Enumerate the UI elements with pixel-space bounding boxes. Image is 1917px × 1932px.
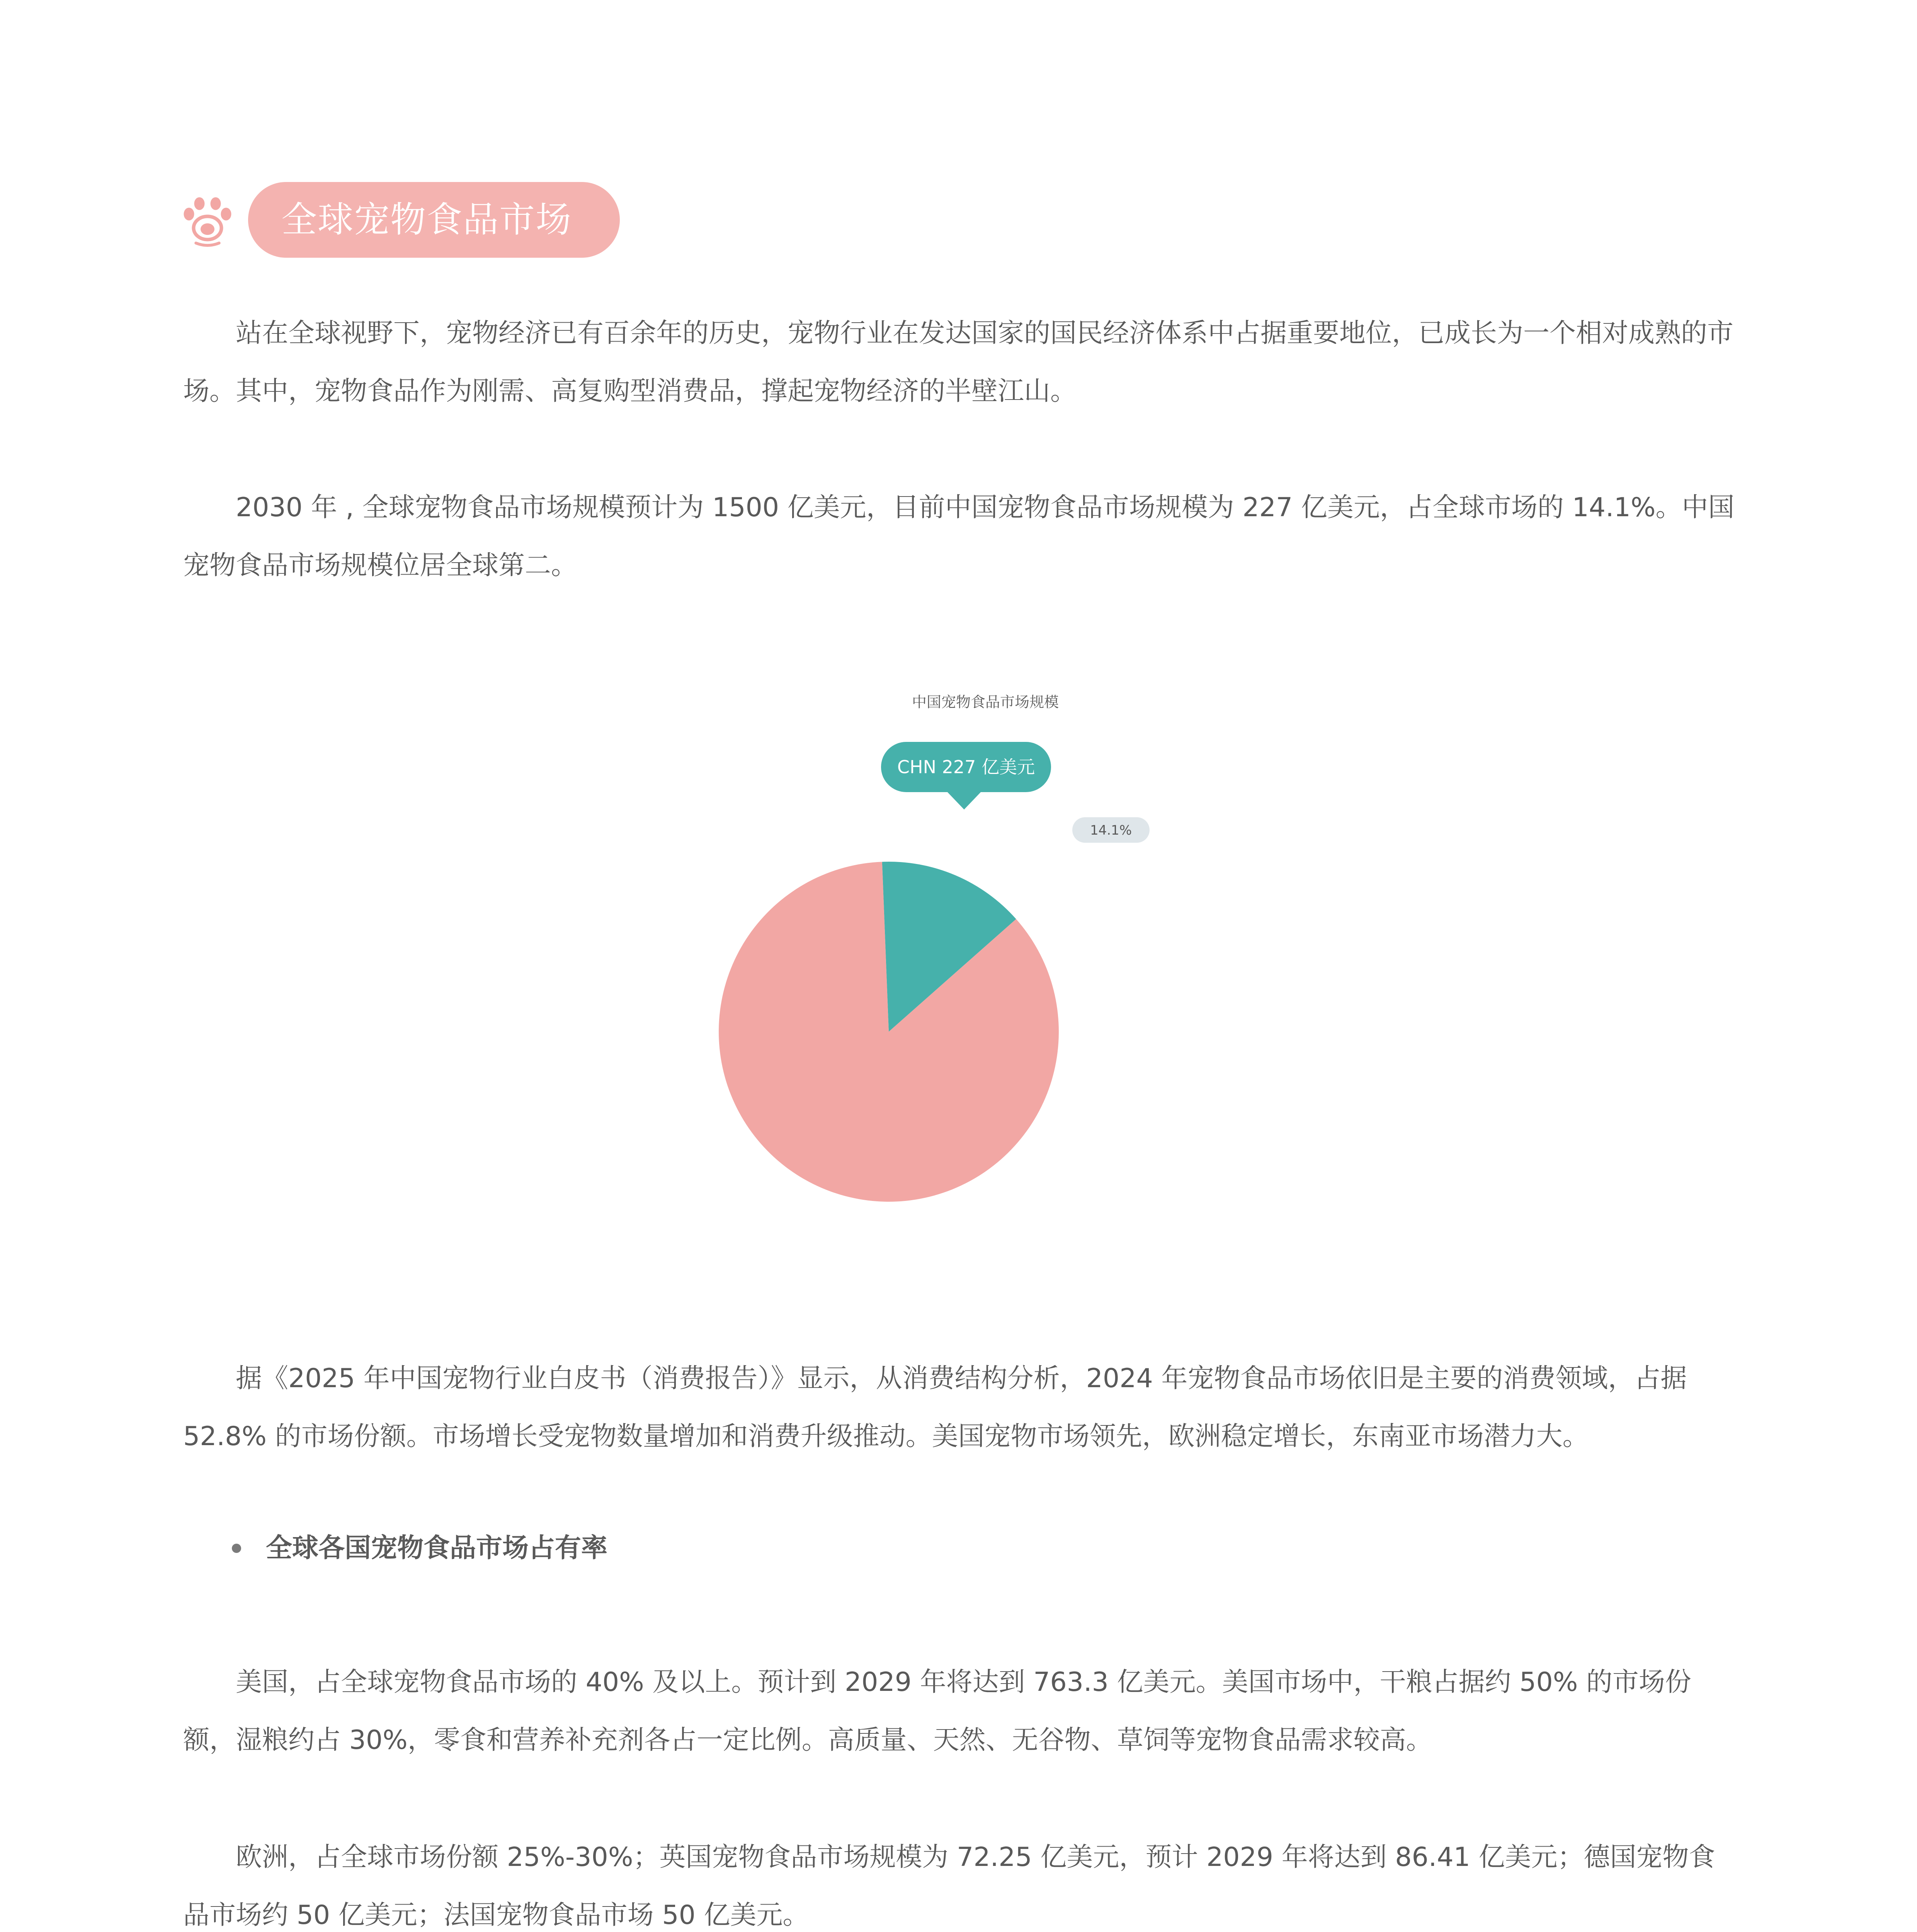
paragraph-market-size: 2030 年 , 全球宠物食品市场规模预计为 1500 亿美元，目前中国宠物食品市场规模为 227 亿美元，占全球市场的 14.1%。中国宠物食品市场规模位居全球第二。	[183, 492, 1735, 581]
callout-text: CHN 227 亿美元	[897, 757, 1035, 777]
pie-chart	[657, 672, 1237, 1221]
bullet-heading	[232, 1529, 607, 1568]
bullet-heading-text: 全球各国宠物食品市场占有率	[266, 1533, 608, 1563]
bullet-dot	[232, 1544, 241, 1553]
section-title: 全球宠物食品市场	[248, 182, 620, 258]
section-header	[179, 182, 620, 258]
paragraph-usa: 美国，占全球宠物食品市场的 40% 及以上。预计到 2029 年将达到 763.3 亿美元。美国市场中，干粮占据约 50% 的市场份额，湿粮约占 30%，零食和营养补充剂各占一定比例。高质量、天然、无谷物、草饲等宠物食品需求较高。	[183, 1667, 1691, 1755]
paragraph-europe: 欧洲，占全球市场份额 25%-30%；英国宠物食品市场规模为 72.25 亿美元，预计 2029 年将达到 86.41 亿美元；德国宠物食品市场约 50 亿美元；法国宠物食品市场 50 亿美元。	[183, 1842, 1715, 1930]
slice-callout	[881, 742, 1051, 810]
paw-icon	[179, 191, 236, 249]
paragraph-consumption-structure: 据《2025 年中国宠物行业白皮书（消费报告）》显示，从消费结构分析，2024 年宠物食品市场依旧是主要的消费领域，占据 52.8% 的市场份额。市场增长受宠物数量增加和消费升级推动。美国宠物市场领先，欧洲稳定增长，东南亚市场潜力大。	[183, 1363, 1687, 1452]
callout-pointer	[947, 791, 981, 810]
chart-title: 中国宠物食品市场规模	[912, 694, 1059, 711]
paragraph-intro: 站在全球视野下，宠物经济已有百余年的历史，宠物行业在发达国家的国民经济体系中占据重要地位，已成长为一个相对成熟的市场。其中，宠物食品作为刚需、高复购型消费品，撑起宠物经济的半壁江山。	[183, 318, 1734, 406]
percent-label: 14.1%	[1090, 823, 1132, 838]
